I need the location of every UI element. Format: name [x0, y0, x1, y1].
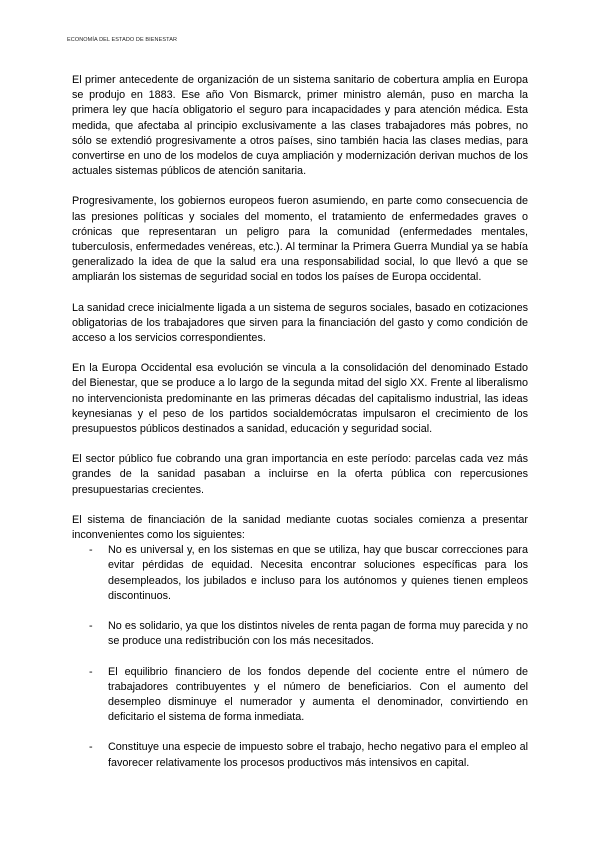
paragraph-inconvenientes-intro: El sistema de financiación de la sanidad mediante cuotas sociales comienza a presentar inconvenientes como los siguientes:	[72, 513, 528, 542]
list-item	[72, 740, 528, 770]
paragraph-progresivamente: Progresivamente, los gobiernos europeos fueron asumiendo, en parte como consecuencia de las presiones políticas y sociales del momento, el tratamiento de enfermedades graves o crónicas que representaran un peligro para la comunidad (enfermedades mentales, tuberculosis, enfermedades venéreas, etc.). Al terminar la Primera Guerra Mundial ya se había generalizado la idea de que la salud era una responsabilidad social, lo que llevó a que se ampliarán los sistemas de seguridad social en todos los países de Europa occidental.	[72, 195, 528, 284]
list-item-text: No es solidario, ya que los distintos niveles de renta pagan de forma muy parecida y no se produce una redistribución con los más necesitados.	[108, 620, 528, 648]
bullet-dash: -	[89, 620, 93, 633]
bullet-dash: -	[89, 544, 93, 557]
paragraph-seguros-sociales: La sanidad crece inicialmente ligada a un sistema de seguros sociales, basado en cotizaciones obligatorias de los trabajadores que sirven para la financiación del gasto y como condición de acceso a los servicios correspondientes.	[72, 301, 528, 345]
paragraph-estado-bienestar: En la Europa Occidental esa evolución se vincula a la consolidación del denominado Estado del Bienestar, que se produce a lo largo de la segunda mitad del siglo XX. Frente al liberalismo no intervencionista predominante en las primeras décadas del capitalismo industrial, las ideas keynesianas y el peso de los partidos socialdemócratas impulsaron el crecimiento de los presupuestos públicos destinados a sanidad, educación y seguridad social.	[72, 362, 528, 436]
inconvenientes-list	[72, 543, 528, 770]
paragraph-bismarck: El primer antecedente de organización de un sistema sanitario de cobertura amplia en Europa se produjo en 1883. Ese año Von Bismarck, primer ministro alemán, puso en marcha la primera ley que hacía obligatorio el seguro para incapacidades y para atención médica. Esta medida, que afectaba al principio exclusivamente a las clases trabajadores más pobres, no sólo se extendió progresivamente a otros países, sino también hacia las clases medias, para convertirse en uno de los modelos de cuya ampliación y modernización derivan muchos de los actuales sistemas públicos de atención sanitaria.	[72, 74, 528, 178]
list-item-text: Constituye una especie de impuesto sobre el trabajo, hecho negativo para el empleo al favorecer relativamente los procesos productivos más intensivos en capital.	[108, 741, 528, 769]
running-header: ECONOMÍA DEL ESTADO DE BIENESTAR	[67, 37, 178, 43]
list-item	[72, 543, 528, 604]
paragraph-sector-publico: El sector público fue cobrando una gran importancia en este período: parcelas cada vez más grandes de la sanidad pasaban a incluirse en la oferta pública con repercusiones presupuestarias crecientes.	[72, 453, 528, 496]
bullet-dash: -	[89, 665, 93, 678]
list-item-text: No es universal y, en los sistemas en que se utiliza, hay que buscar correcciones para evitar pérdidas de equidad. Necesita encontrar soluciones específicas para los desempleados, los jubilados e incluso para los autónomos y quienes tienen empleos discontinuos.	[108, 544, 528, 602]
list-item	[72, 665, 528, 726]
bullet-dash: -	[89, 741, 93, 754]
document-body	[72, 73, 528, 786]
list-item	[72, 619, 528, 649]
list-item-text: El equilibrio financiero de los fondos depende del cociente entre el número de trabajadores contribuyentes y el número de beneficiarios. Con el aumento del desempleo disminuye el numerador y aumenta el denominador, convirtiendo en deficitario el sistema de forma inmediata.	[108, 665, 528, 724]
